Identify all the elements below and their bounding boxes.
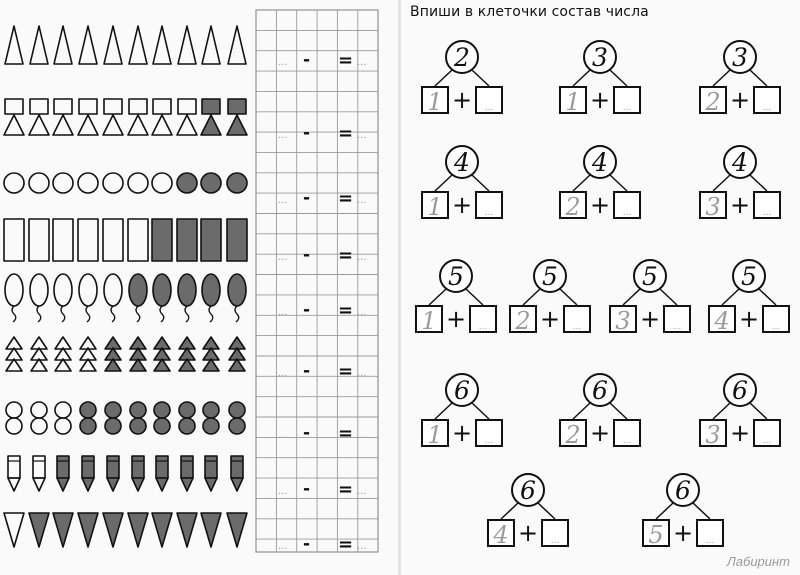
answer-placeholder: ... xyxy=(484,436,494,446)
equation-row xyxy=(278,479,367,500)
bond-total: 4 xyxy=(454,148,470,177)
figure-eight-shape xyxy=(203,402,219,434)
worksheet-title: Впиши в клеточки состав числа xyxy=(410,4,649,20)
equation-row xyxy=(278,300,367,321)
square-over-triangle-shape xyxy=(128,99,148,135)
inverted-triangle-shape xyxy=(227,513,247,547)
square-over-triangle-shape xyxy=(78,99,98,135)
bond-total: 2 xyxy=(454,43,470,72)
tall-rectangle-shape xyxy=(227,219,247,261)
bond-given-part: 2 xyxy=(565,421,581,449)
answer-grid xyxy=(256,10,378,552)
plus-sign: + xyxy=(729,86,751,114)
number-bond xyxy=(510,260,590,335)
tall-rectangle-shape xyxy=(177,219,197,261)
square-over-triangle-shape xyxy=(53,99,73,135)
pencil-shape xyxy=(57,456,69,491)
answer-placeholder: ... xyxy=(771,322,781,332)
equation-row xyxy=(278,188,367,209)
circle-shape xyxy=(78,173,98,193)
equals-sign: = xyxy=(338,300,354,321)
plus-sign: + xyxy=(539,305,561,333)
tall-triangle-shape xyxy=(178,26,196,64)
stacked-triangles-shape xyxy=(105,337,121,371)
bond-total: 5 xyxy=(542,262,558,291)
equals-sign: = xyxy=(338,479,354,500)
circle-shape xyxy=(4,173,24,193)
number-bond xyxy=(610,260,690,335)
circle-shape xyxy=(152,173,172,193)
answer-placeholder: ... xyxy=(550,536,560,546)
number-bond xyxy=(643,474,723,549)
bond-given-part: 3 xyxy=(705,421,721,449)
inverted-triangle-shape xyxy=(4,513,24,547)
bond-given-part: 4 xyxy=(714,307,730,335)
answer-placeholder: ... xyxy=(484,103,494,113)
answer-placeholder: ... xyxy=(762,208,772,218)
equation-row xyxy=(278,245,367,266)
balloon-shape xyxy=(30,274,48,322)
stacked-triangles-shape xyxy=(130,337,146,371)
equation-placeholder: ... xyxy=(357,368,367,379)
tall-triangle-shape xyxy=(228,26,246,64)
figure-eight-shape xyxy=(154,402,170,434)
plus-sign: + xyxy=(589,86,611,114)
number-bond xyxy=(422,41,502,116)
circle-shape xyxy=(128,173,148,193)
plus-sign: + xyxy=(445,305,467,333)
number-bond xyxy=(560,146,640,221)
equation-placeholder: ... xyxy=(278,57,288,68)
minus-sign: - xyxy=(303,300,311,320)
minus-sign: - xyxy=(303,50,311,70)
equation-placeholder: ... xyxy=(278,541,288,552)
plus-sign: + xyxy=(672,519,694,547)
tall-rectangle-shape xyxy=(53,219,73,261)
equation-placeholder: ... xyxy=(278,130,288,141)
bond-total: 5 xyxy=(642,262,658,291)
answer-placeholder: ... xyxy=(622,103,632,113)
stacked-triangles-shape xyxy=(203,337,219,371)
plus-sign: + xyxy=(451,419,473,447)
tall-triangle-shape xyxy=(153,26,171,64)
inverted-triangle-shape xyxy=(29,513,49,547)
square-over-triangle-shape xyxy=(29,99,49,135)
figure-eight-shape xyxy=(55,402,71,434)
bond-given-part: 4 xyxy=(493,521,509,549)
plus-sign: + xyxy=(451,86,473,114)
equation-placeholder: ... xyxy=(278,368,288,379)
number-bond xyxy=(709,260,789,335)
balloon-shape xyxy=(5,274,23,322)
inverted-triangle-shape xyxy=(152,513,172,547)
equation-placeholder: ... xyxy=(357,307,367,318)
bond-total: 6 xyxy=(520,476,536,505)
tall-rectangle-shape xyxy=(152,219,172,261)
figure-eight-shape xyxy=(80,402,96,434)
minus-sign: - xyxy=(303,534,311,554)
equation-placeholder: ... xyxy=(357,541,367,552)
bond-given-part: 1 xyxy=(427,88,443,116)
equation-placeholder: ... xyxy=(278,486,288,497)
number-bond xyxy=(422,146,502,221)
number-bond xyxy=(422,374,502,449)
equation-placeholder: ... xyxy=(357,430,367,441)
figure-eight-shape xyxy=(31,402,47,434)
bond-given-part: 1 xyxy=(427,193,443,221)
minus-sign: - xyxy=(303,188,311,208)
publisher-watermark: Лабиринт xyxy=(726,554,790,569)
number-bond xyxy=(416,260,496,335)
bond-given-part: 5 xyxy=(648,521,664,549)
answer-placeholder: ... xyxy=(672,322,682,332)
bond-total: 5 xyxy=(448,262,464,291)
stacked-triangles-shape xyxy=(31,337,47,371)
equals-sign: = xyxy=(338,245,354,266)
plus-sign: + xyxy=(589,191,611,219)
bond-total: 5 xyxy=(741,262,757,291)
balloon-shape xyxy=(104,274,122,322)
inverted-triangle-shape xyxy=(53,513,73,547)
pencil-shape xyxy=(181,456,193,491)
answer-placeholder: ... xyxy=(484,208,494,218)
square-over-triangle-shape xyxy=(227,99,247,135)
equals-sign: = xyxy=(338,534,354,555)
bond-total: 4 xyxy=(732,148,748,177)
answer-placeholder: ... xyxy=(762,436,772,446)
equation-row xyxy=(278,423,367,444)
stacked-triangles-shape xyxy=(229,337,245,371)
tall-rectangle-shape xyxy=(29,219,49,261)
equals-sign: = xyxy=(338,50,354,71)
equals-sign: = xyxy=(338,361,354,382)
equation-placeholder: ... xyxy=(357,130,367,141)
minus-sign: - xyxy=(303,361,311,381)
plus-sign: + xyxy=(589,419,611,447)
pencil-shape xyxy=(8,456,20,491)
inverted-triangle-shape xyxy=(78,513,98,547)
equation-placeholder: ... xyxy=(278,307,288,318)
bond-given-part: 1 xyxy=(421,307,437,335)
square-over-triangle-shape xyxy=(201,99,221,135)
inverted-triangle-shape xyxy=(177,513,197,547)
answer-placeholder: ... xyxy=(762,103,772,113)
equation-row xyxy=(278,50,367,71)
tall-triangle-shape xyxy=(5,26,23,64)
tall-rectangle-shape xyxy=(201,219,221,261)
inverted-triangle-shape xyxy=(103,513,123,547)
plus-sign: + xyxy=(639,305,661,333)
inverted-triangle-shape xyxy=(128,513,148,547)
balloon-shape xyxy=(202,274,220,322)
stacked-triangles-shape xyxy=(6,337,22,371)
figure-eight-shape xyxy=(130,402,146,434)
pencil-shape xyxy=(205,456,217,491)
number-bond xyxy=(700,374,780,449)
plus-sign: + xyxy=(517,519,539,547)
balloon-shape xyxy=(54,274,72,322)
pencil-shape xyxy=(82,456,94,491)
bond-total: 4 xyxy=(592,148,608,177)
pencil-shape xyxy=(231,456,243,491)
bond-given-part: 2 xyxy=(705,88,721,116)
equals-sign: = xyxy=(338,188,354,209)
bond-total: 6 xyxy=(454,376,470,405)
equals-sign: = xyxy=(338,423,354,444)
circle-shape xyxy=(201,173,221,193)
bond-total: 6 xyxy=(732,376,748,405)
bond-given-part: 2 xyxy=(515,307,531,335)
number-bond xyxy=(700,146,780,221)
answer-placeholder: ... xyxy=(478,322,488,332)
bond-given-part: 3 xyxy=(705,193,721,221)
bond-total: 6 xyxy=(675,476,691,505)
bond-total: 3 xyxy=(732,43,748,72)
figure-eight-shape xyxy=(105,402,121,434)
tall-triangle-shape xyxy=(54,26,72,64)
circle-shape xyxy=(103,173,123,193)
pencil-shape xyxy=(33,456,45,491)
minus-sign: - xyxy=(303,423,311,443)
number-bond xyxy=(700,41,780,116)
plus-sign: + xyxy=(738,305,760,333)
tall-triangle-shape xyxy=(79,26,97,64)
equation-placeholder: ... xyxy=(357,252,367,263)
minus-sign: - xyxy=(303,479,311,499)
plus-sign: + xyxy=(729,419,751,447)
number-bond-exercises xyxy=(400,0,800,575)
tall-rectangle-shape xyxy=(4,219,24,261)
answer-placeholder: ... xyxy=(572,322,582,332)
balloon-shape xyxy=(79,274,97,322)
equation-placeholder: ... xyxy=(278,430,288,441)
bond-total: 3 xyxy=(592,43,608,72)
inverted-triangle-shape xyxy=(201,513,221,547)
number-bond xyxy=(488,474,568,549)
equation-placeholder: ... xyxy=(357,57,367,68)
plus-sign: + xyxy=(729,191,751,219)
stacked-triangles-shape xyxy=(179,337,195,371)
plus-sign: + xyxy=(451,191,473,219)
square-over-triangle-shape xyxy=(152,99,172,135)
figure-eight-shape xyxy=(6,402,22,434)
bond-given-part: 1 xyxy=(427,421,443,449)
answer-placeholder: ... xyxy=(622,436,632,446)
pencil-shape xyxy=(107,456,119,491)
figure-eight-shape xyxy=(179,402,195,434)
tall-triangle-shape xyxy=(30,26,48,64)
minus-sign: - xyxy=(303,123,311,143)
tall-rectangle-shape xyxy=(128,219,148,261)
equation-placeholder: ... xyxy=(357,486,367,497)
bond-given-part: 2 xyxy=(565,193,581,221)
pencil-shape xyxy=(132,456,144,491)
tall-rectangle-shape xyxy=(103,219,123,261)
tall-triangle-shape xyxy=(104,26,122,64)
equation-placeholder: ... xyxy=(278,252,288,263)
balloon-shape xyxy=(129,274,147,322)
balloon-shape xyxy=(228,274,246,322)
square-over-triangle-shape xyxy=(177,99,197,135)
tall-triangle-shape xyxy=(202,26,220,64)
stacked-triangles-shape xyxy=(55,337,71,371)
circle-shape xyxy=(227,173,247,193)
number-bond xyxy=(560,41,640,116)
equation-row xyxy=(278,361,367,382)
equation-placeholder: ... xyxy=(357,195,367,206)
tall-rectangle-shape xyxy=(78,219,98,261)
circle-shape xyxy=(53,173,73,193)
figure-eight-shape xyxy=(229,402,245,434)
bond-given-part: 1 xyxy=(565,88,581,116)
minus-sign: - xyxy=(303,245,311,265)
stacked-triangles-shape xyxy=(154,337,170,371)
square-over-triangle-shape xyxy=(4,99,24,135)
equation-placeholder: ... xyxy=(278,195,288,206)
number-bond xyxy=(560,374,640,449)
bond-total: 6 xyxy=(592,376,608,405)
balloon-shape xyxy=(178,274,196,322)
pencil-shape xyxy=(156,456,168,491)
square-over-triangle-shape xyxy=(103,99,123,135)
balloon-shape xyxy=(153,274,171,322)
answer-placeholder: ... xyxy=(622,208,632,218)
answer-placeholder: ... xyxy=(705,536,715,546)
equation-row xyxy=(278,123,367,144)
circle-shape xyxy=(29,173,49,193)
circle-shape xyxy=(177,173,197,193)
bond-given-part: 3 xyxy=(615,307,631,335)
stacked-triangles-shape xyxy=(80,337,96,371)
tall-triangle-shape xyxy=(129,26,147,64)
equals-sign: = xyxy=(338,123,354,144)
